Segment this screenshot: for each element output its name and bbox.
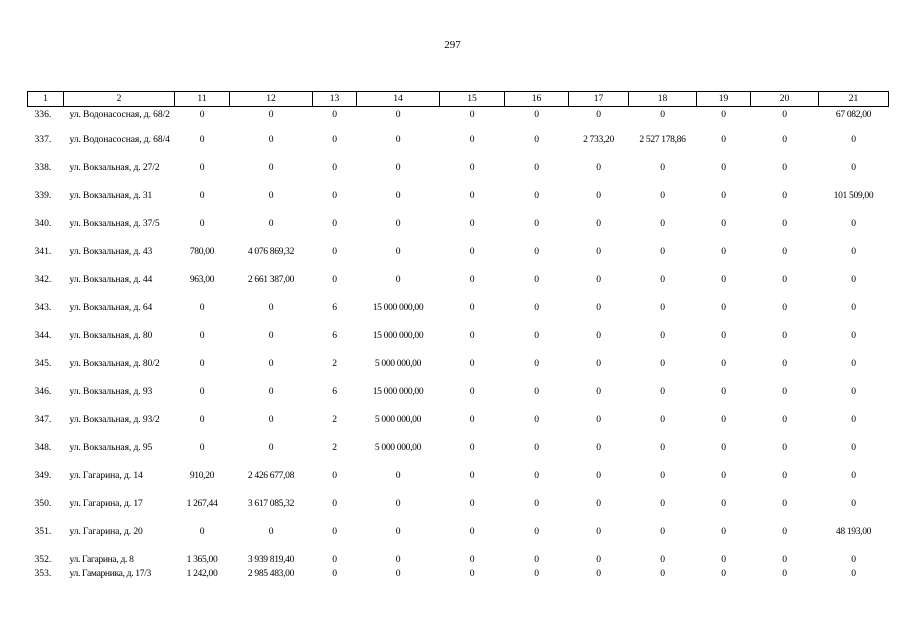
table-row [28,569,889,583]
value-cell-col-19: 0 [721,133,726,145]
value-cell-col-16: 0 [534,525,539,537]
value-cell-col-20: 0 [782,245,787,257]
value-cell-col-21: 0 [851,357,856,369]
value-cell-col-11: 0 [199,189,205,201]
address-cell: ул. Вокзальная, д. 80 [69,329,153,341]
table-row [28,555,889,569]
value-cell-col-12: 3 939 819,40 [247,553,295,565]
value-cell-col-15: 0 [469,161,475,173]
value-cell-col-13: 0 [332,217,337,229]
value-cell-col-13: 0 [332,133,337,145]
row-number-cell: 352. [34,553,52,565]
value-cell-col-17: 0 [596,357,601,369]
value-cell-col-18: 2 527 178,86 [639,133,686,145]
value-cell-col-18: 0 [660,245,665,257]
value-cell-col-13: 0 [332,161,337,173]
value-cell-col-17: 0 [596,301,601,313]
value-cell-col-20: 0 [782,217,787,229]
row-number-cell: 341. [34,245,52,257]
value-cell-col-18: 0 [660,161,665,173]
row-number-cell: 346. [34,385,52,397]
value-cell-col-20: 0 [782,441,787,453]
table-row [28,359,889,387]
value-cell-col-15: 0 [469,133,475,145]
value-cell-col-13: 0 [332,273,337,285]
value-cell-col-16: 0 [534,413,539,425]
address-cell: ул. Гагарина, д. 14 [69,469,143,481]
value-cell-col-16: 0 [534,497,539,509]
value-cell-col-18: 0 [660,301,665,313]
value-cell-col-19: 0 [721,189,726,201]
value-cell-col-19: 0 [721,109,726,120]
value-cell-col-13: 6 [332,385,337,397]
value-cell-col-19: 0 [721,525,726,537]
value-cell-col-21: 0 [851,329,856,341]
value-cell-col-11: 0 [199,109,205,120]
value-cell-col-16: 0 [534,217,539,229]
row-number-cell: 340. [34,217,52,229]
value-cell-col-12: 2 426 677,08 [247,469,295,481]
value-cell-col-16: 0 [534,329,539,341]
value-cell-col-17: 0 [596,109,601,120]
value-cell-col-15: 0 [469,329,475,341]
value-cell-col-20: 0 [782,273,787,285]
address-cell: ул. Вокзальная, д. 31 [69,189,153,201]
column-header-14: 14 [357,92,440,107]
row-number-cell: 339. [34,189,52,201]
table-row [28,191,889,219]
value-cell-col-12: 0 [268,441,274,453]
value-cell-col-11: 963,00 [189,273,215,285]
table-row [28,331,889,359]
value-cell-col-20: 0 [782,161,787,173]
value-cell-col-21: 0 [851,301,856,313]
value-cell-col-14: 5 000 000,00 [374,441,422,453]
row-number-cell: 351. [34,525,52,537]
value-cell-col-14: 15 000 000,00 [372,329,424,341]
value-cell-col-16: 0 [534,245,539,257]
value-cell-col-19: 0 [721,301,726,313]
value-cell-col-11: 0 [199,329,205,341]
value-cell-col-14: 0 [395,245,401,257]
value-cell-col-15: 0 [469,357,475,369]
value-cell-col-13: 0 [332,525,337,537]
column-header-20: 20 [751,92,819,107]
value-cell-col-19: 0 [721,385,726,397]
value-cell-col-21: 0 [851,413,856,425]
value-cell-col-15: 0 [469,301,475,313]
value-cell-col-14: 15 000 000,00 [372,385,424,397]
value-cell-col-17: 0 [596,441,601,453]
value-cell-col-17: 0 [596,329,601,341]
value-cell-col-16: 0 [534,385,539,397]
address-cell: ул. Вокзальная, д. 64 [69,301,153,313]
value-cell-col-15: 0 [469,245,475,257]
value-cell-col-19: 0 [721,441,726,453]
row-number-cell: 343. [34,301,52,313]
value-cell-col-16: 0 [534,567,539,579]
value-cell-col-15: 0 [469,273,475,285]
value-cell-col-17: 0 [596,385,601,397]
value-cell-col-19: 0 [721,497,726,509]
column-header-13: 13 [313,92,357,107]
value-cell-col-11: 1 267,44 [186,497,218,509]
column-header-19: 19 [697,92,751,107]
value-cell-col-15: 0 [469,553,475,565]
value-cell-col-21: 0 [851,217,856,229]
value-cell-col-13: 6 [332,329,337,341]
value-cell-col-17: 0 [596,245,601,257]
address-cell: ул. Вокзальная, д. 95 [69,441,153,453]
value-cell-col-14: 5 000 000,00 [374,357,422,369]
value-cell-col-18: 0 [660,357,665,369]
table-row [28,387,889,415]
value-cell-col-21: 0 [851,133,856,145]
value-cell-col-17: 0 [596,497,601,509]
value-cell-col-12: 0 [268,133,274,145]
value-cell-col-18: 0 [660,385,665,397]
address-cell: ул. Вокзальная, д. 44 [69,273,153,285]
value-cell-col-18: 0 [660,553,665,565]
table-row [28,163,889,191]
value-cell-col-12: 4 076 869,32 [247,245,295,257]
value-cell-col-17: 0 [596,273,601,285]
value-cell-col-11: 0 [199,385,205,397]
table-row [28,471,889,499]
value-cell-col-13: 2 [332,413,337,425]
value-cell-col-15: 0 [469,469,475,481]
address-cell: ул. Вокзальная, д. 27/2 [69,161,160,173]
value-cell-col-14: 0 [395,109,401,120]
value-cell-col-13: 0 [332,189,337,201]
address-cell: ул. Вокзальная, д. 93/2 [69,413,160,425]
value-cell-col-14: 0 [395,133,401,145]
value-cell-col-19: 0 [721,567,726,579]
value-cell-col-12: 0 [268,357,274,369]
value-cell-col-18: 0 [660,217,665,229]
row-number-cell: 344. [34,329,52,341]
value-cell-col-20: 0 [782,469,787,481]
table-row [28,499,889,527]
value-cell-col-13: 0 [332,567,337,579]
value-cell-col-21: 0 [851,567,856,579]
value-cell-col-13: 0 [332,109,337,120]
header-row [28,92,889,107]
value-cell-col-14: 5 000 000,00 [374,413,422,425]
row-number-cell: 353. [34,567,52,579]
value-cell-col-12: 0 [268,329,274,341]
value-cell-col-19: 0 [721,469,726,481]
value-cell-col-19: 0 [721,553,726,565]
value-cell-col-11: 1 365,00 [186,553,218,565]
value-cell-col-11: 0 [199,357,205,369]
row-number-cell: 345. [34,357,52,369]
value-cell-col-15: 0 [469,441,475,453]
value-cell-col-12: 0 [268,189,274,201]
value-cell-col-11: 0 [199,133,205,145]
address-cell: ул. Вокзальная, д. 37/5 [69,217,160,229]
value-cell-col-14: 0 [395,497,401,509]
value-cell-col-18: 0 [660,469,665,481]
value-cell-col-14: 0 [395,567,401,579]
value-cell-col-21: 48 193,00 [835,525,872,537]
address-cell: ул. Гагарина, д. 20 [69,525,143,537]
value-cell-col-17: 0 [596,217,601,229]
value-cell-col-20: 0 [782,329,787,341]
row-number-cell: 342. [34,273,52,285]
table-row [28,303,889,331]
value-cell-col-18: 0 [660,273,665,285]
column-header-2: 2 [64,92,175,107]
value-cell-col-20: 0 [782,189,787,201]
value-cell-col-16: 0 [534,189,539,201]
data-table [27,91,889,583]
column-header-15: 15 [440,92,505,107]
value-cell-col-15: 0 [469,413,475,425]
value-cell-col-20: 0 [782,525,787,537]
address-cell: ул. Вокзальная, д. 93 [69,385,153,397]
row-number-cell: 347. [34,413,52,425]
value-cell-col-16: 0 [534,553,539,565]
value-cell-col-14: 0 [395,469,401,481]
value-cell-col-11: 0 [199,441,205,453]
value-cell-col-16: 0 [534,441,539,453]
value-cell-col-13: 0 [332,469,337,481]
value-cell-col-21: 0 [851,385,856,397]
value-cell-col-18: 0 [660,329,665,341]
value-cell-col-15: 0 [469,497,475,509]
value-cell-col-17: 0 [596,553,601,565]
value-cell-col-21: 0 [851,469,856,481]
value-cell-col-11: 0 [199,217,205,229]
value-cell-col-21: 101 509,00 [833,189,874,201]
value-cell-col-16: 0 [534,133,539,145]
value-cell-col-21: 0 [851,497,856,509]
value-cell-col-20: 0 [782,497,787,509]
value-cell-col-15: 0 [469,109,475,120]
address-cell: ул. Гагарина, д. 8 [69,553,134,565]
value-cell-col-12: 0 [268,217,274,229]
value-cell-col-18: 0 [660,497,665,509]
value-cell-col-18: 0 [660,109,665,120]
value-cell-col-18: 0 [660,189,665,201]
value-cell-col-11: 1 242,00 [186,567,218,579]
value-cell-col-14: 0 [395,273,401,285]
row-number-cell: 350. [34,497,52,509]
value-cell-col-12: 0 [268,385,274,397]
value-cell-col-12: 0 [268,413,274,425]
value-cell-col-12: 0 [268,161,274,173]
value-cell-col-14: 0 [395,553,401,565]
value-cell-col-12: 0 [268,301,274,313]
value-cell-col-20: 0 [782,413,787,425]
value-cell-col-11: 910,20 [189,469,215,481]
value-cell-col-13: 0 [332,245,337,257]
address-cell: ул. Вокзальная, д. 43 [69,245,153,257]
value-cell-col-14: 0 [395,525,401,537]
table-row [28,135,889,163]
value-cell-col-17: 0 [596,189,601,201]
address-cell: ул. Водонасосная, д. 68/2 [69,109,170,120]
value-cell-col-15: 0 [469,385,475,397]
value-cell-col-20: 0 [782,109,787,120]
value-cell-col-16: 0 [534,469,539,481]
value-cell-col-13: 2 [332,357,337,369]
column-header-12: 12 [230,92,313,107]
value-cell-col-21: 0 [851,161,856,173]
column-header-16: 16 [505,92,569,107]
value-cell-col-19: 0 [721,329,726,341]
value-cell-col-12: 3 617 085,32 [247,497,295,509]
value-cell-col-21: 0 [851,441,856,453]
value-cell-col-19: 0 [721,413,726,425]
value-cell-col-19: 0 [721,273,726,285]
row-number-cell: 349. [34,469,52,481]
value-cell-col-14: 15 000 000,00 [372,301,424,313]
value-cell-col-19: 0 [721,357,726,369]
value-cell-col-21: 0 [851,245,856,257]
value-cell-col-20: 0 [782,385,787,397]
value-cell-col-17: 0 [596,161,601,173]
value-cell-col-12: 2 985 483,00 [247,567,295,579]
value-cell-col-21: 0 [851,553,856,565]
value-cell-col-14: 0 [395,217,401,229]
value-cell-col-20: 0 [782,301,787,313]
value-cell-col-15: 0 [469,525,475,537]
value-cell-col-16: 0 [534,161,539,173]
value-cell-col-16: 0 [534,357,539,369]
table-row [28,415,889,443]
column-header-21: 21 [819,92,889,107]
value-cell-col-17: 2 733,20 [583,133,614,145]
table-row [28,275,889,303]
value-cell-col-20: 0 [782,567,787,579]
row-number-cell: 348. [34,441,52,453]
value-cell-col-12: 0 [268,525,274,537]
table-row [28,219,889,247]
column-header-1: 1 [28,92,64,107]
value-cell-col-13: 2 [332,441,337,453]
address-cell: ул. Вокзальная, д. 80/2 [69,357,160,369]
address-cell: ул. Гамарника, д. 17/3 [69,567,151,579]
value-cell-col-18: 0 [660,525,665,537]
column-header-18: 18 [629,92,697,107]
value-cell-col-11: 0 [199,525,205,537]
value-cell-col-17: 0 [596,525,601,537]
value-cell-col-14: 0 [395,161,401,173]
value-cell-col-19: 0 [721,245,726,257]
table-row [28,527,889,555]
value-cell-col-16: 0 [534,273,539,285]
value-cell-col-15: 0 [469,189,475,201]
value-cell-col-13: 6 [332,301,337,313]
table-header [28,92,889,107]
address-cell: ул. Гагарина, д. 17 [69,497,143,509]
value-cell-col-11: 0 [199,301,205,313]
table-row [28,107,889,135]
value-cell-col-19: 0 [721,217,726,229]
value-cell-col-21: 0 [851,273,856,285]
value-cell-col-18: 0 [660,413,665,425]
page-number: 297 [444,39,461,51]
value-cell-col-18: 0 [660,567,665,579]
value-cell-col-17: 0 [596,413,601,425]
row-number-cell: 336. [34,109,52,120]
table-row [28,247,889,275]
value-cell-col-11: 0 [199,161,205,173]
value-cell-col-16: 0 [534,109,539,120]
value-cell-col-18: 0 [660,441,665,453]
table-body [28,107,889,583]
value-cell-col-17: 0 [596,567,601,579]
value-cell-col-13: 0 [332,553,337,565]
value-cell-col-20: 0 [782,553,787,565]
value-cell-col-11: 0 [199,413,205,425]
value-cell-col-14: 0 [395,189,401,201]
row-number-cell: 338. [34,161,52,173]
value-cell-col-15: 0 [469,567,475,579]
value-cell-col-12: 2 661 387,00 [247,273,295,285]
row-number-cell: 337. [34,133,52,145]
table-row [28,443,889,471]
value-cell-col-21: 67 082,00 [835,109,872,120]
value-cell-col-19: 0 [721,161,726,173]
value-cell-col-16: 0 [534,301,539,313]
value-cell-col-11: 780,00 [189,245,215,257]
column-header-17: 17 [569,92,629,107]
value-cell-col-15: 0 [469,217,475,229]
value-cell-col-13: 0 [332,497,337,509]
value-cell-col-20: 0 [782,133,787,145]
value-cell-col-20: 0 [782,357,787,369]
address-cell: ул. Водонасосная, д. 68/4 [69,133,170,145]
value-cell-col-12: 0 [268,109,274,120]
column-header-11: 11 [175,92,230,107]
value-cell-col-17: 0 [596,469,601,481]
